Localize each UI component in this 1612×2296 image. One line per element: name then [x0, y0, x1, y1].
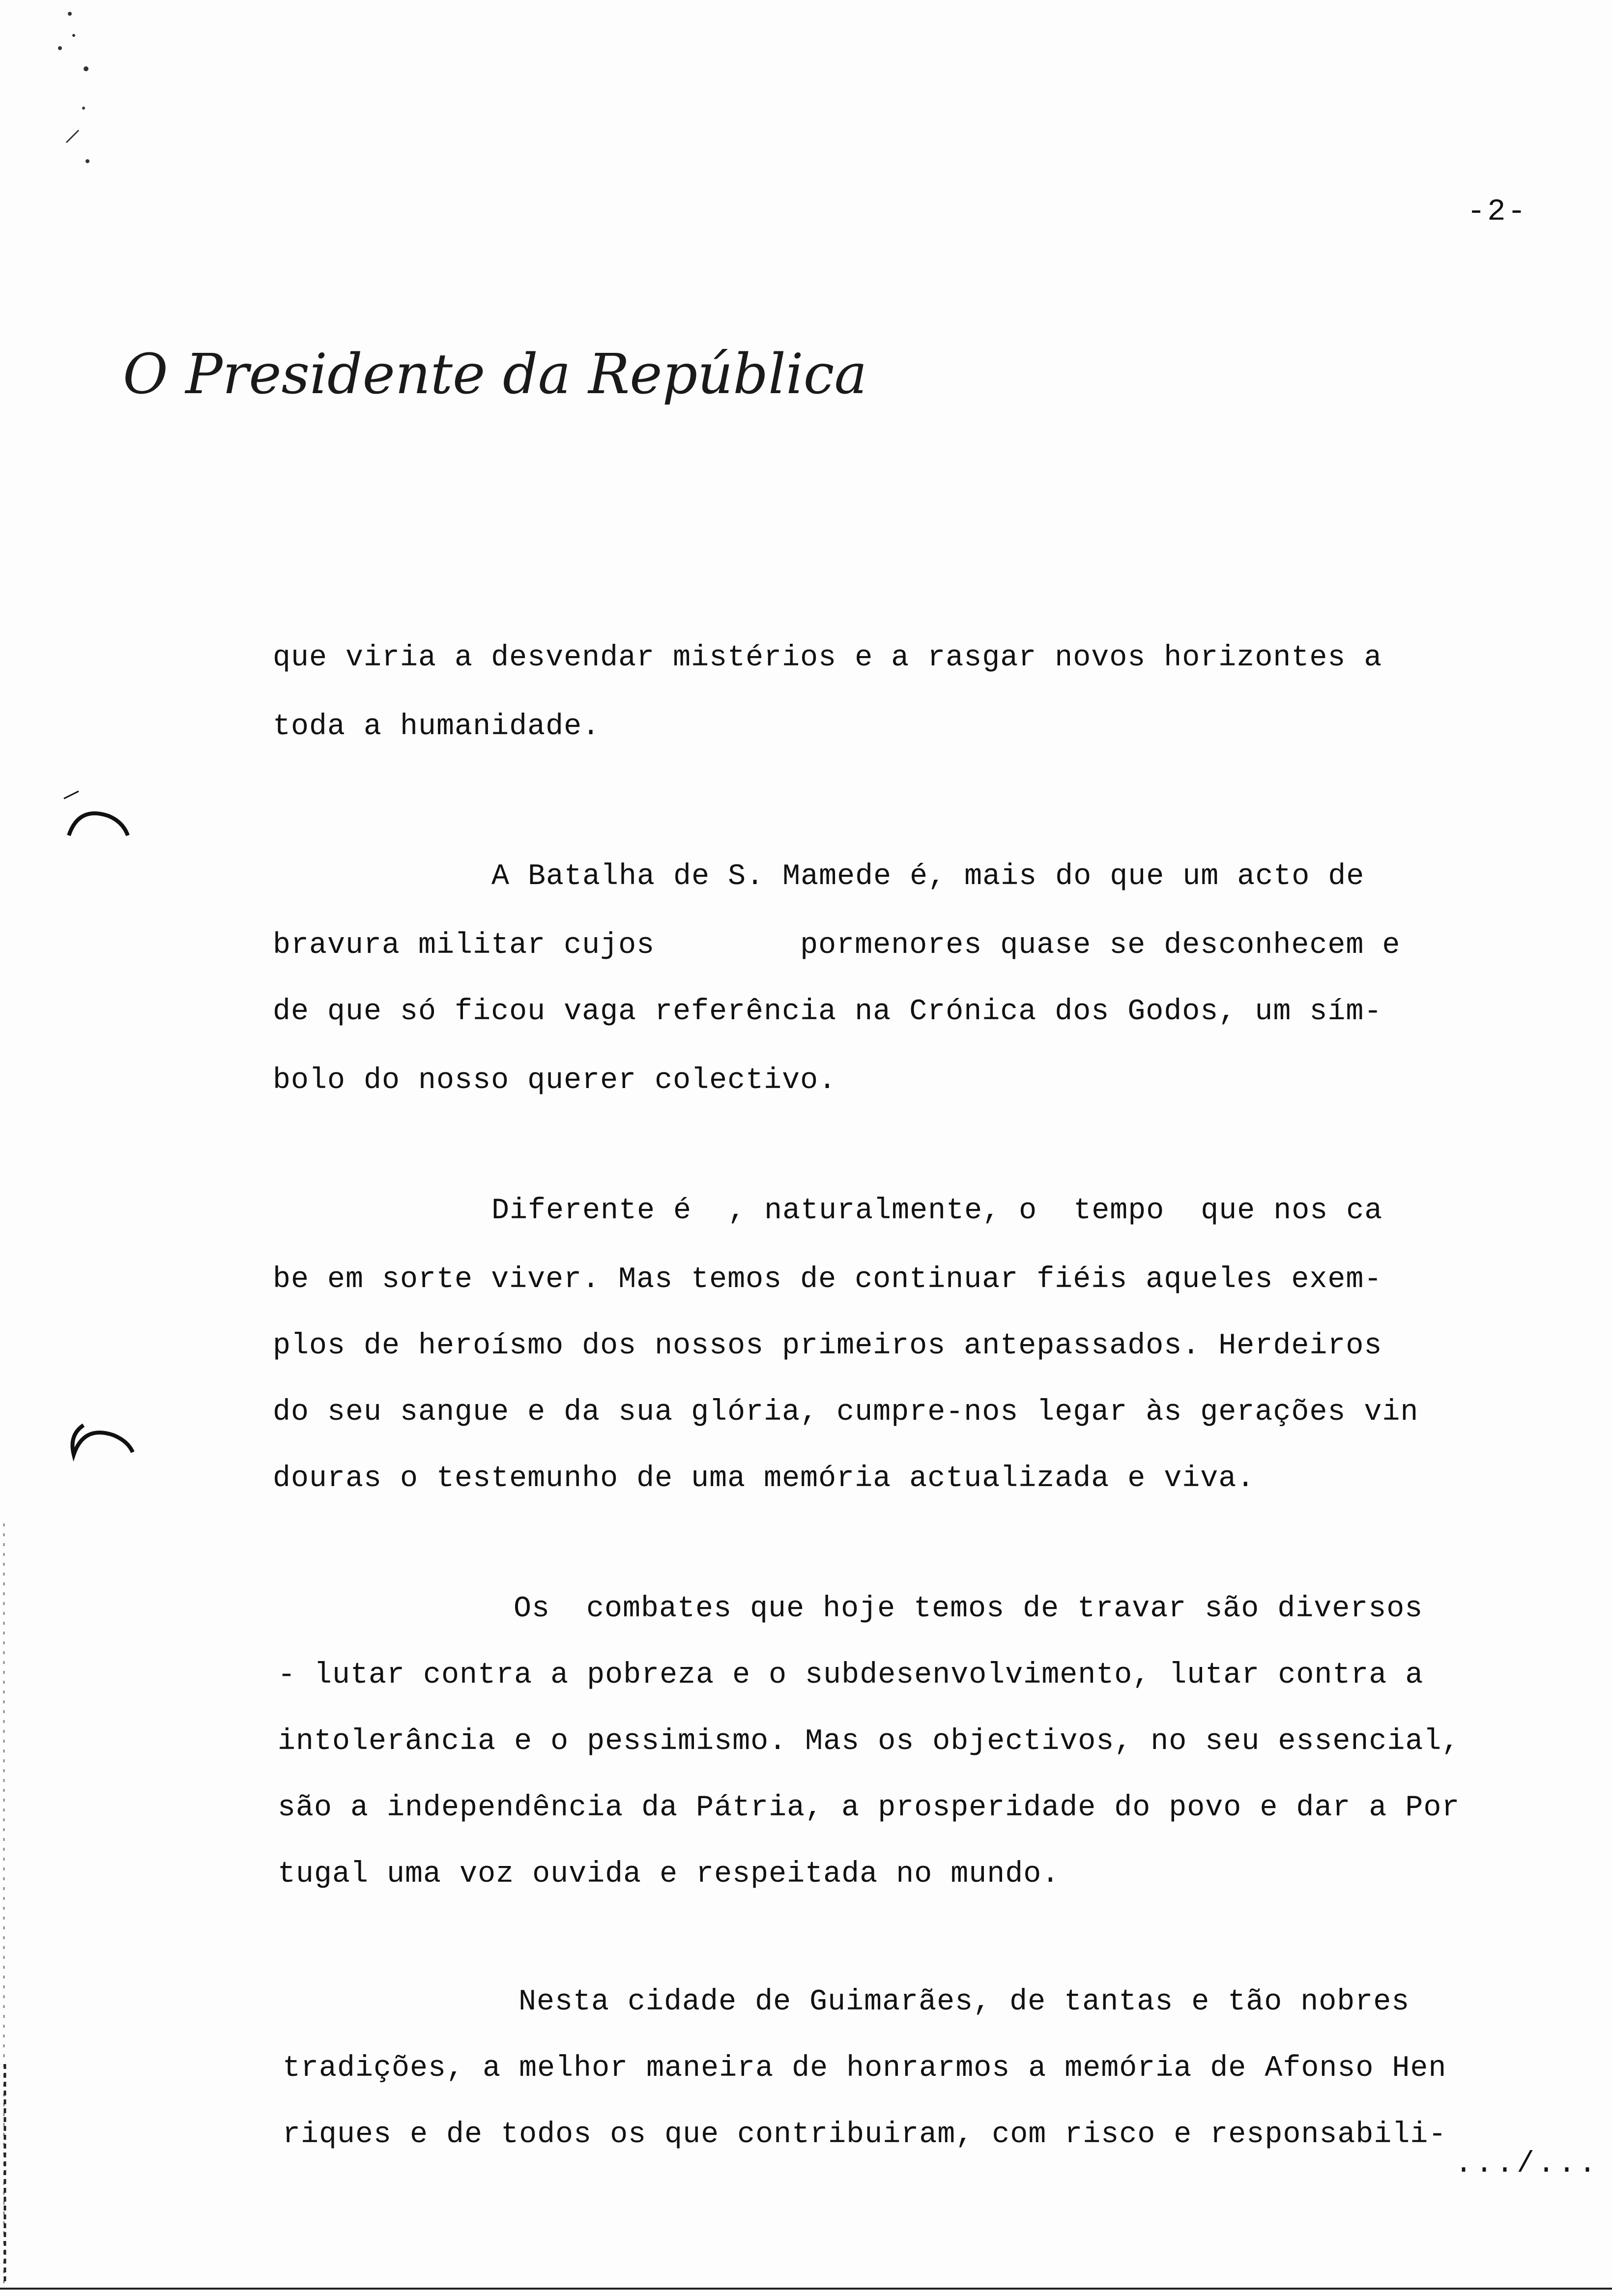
body-line: bravura militar cujos pormenores quase se desconhecem e	[273, 929, 1401, 962]
body-line: Nesta cidade de Guimarães, de tantas e tão nobres	[518, 1985, 1410, 2019]
punch-mark-1	[59, 786, 133, 845]
body-line: A Batalha de S. Mamede é, mais do que um acto de	[491, 860, 1365, 893]
body-line: toda a humanidade.	[273, 710, 601, 744]
body-line: tugal uma voz ouvida e respeitada no mundo.	[278, 1858, 1060, 1891]
body-line: be em sorte viver. Mas temos de continuar fiéis aqueles exem-	[273, 1263, 1382, 1296]
body-line: que viria a desvendar mistérios e a rasgar novos horizontes a	[273, 641, 1382, 675]
body-line: tradições, a melhor maneira de honrarmos a memória de Afonso Hen	[283, 2052, 1447, 2085]
binding-edge	[0, 1523, 10, 2295]
body-line: douras o testemunho de uma memória actualizada e viva.	[273, 1462, 1255, 1495]
body-line: de que só ficou vaga referência na Crónica dos Godos, um sím-	[273, 995, 1382, 1029]
body-line: riques e de todos os que contribuiram, com risco e responsabili-	[283, 2118, 1447, 2152]
body-line: plos de heroísmo dos nossos primeiros antepassados. Herdeiros	[273, 1329, 1382, 1363]
body-line: - lutar contra a pobreza e o subdesenvolvimento, lutar contra a	[278, 1659, 1424, 1692]
page-bottom-edge	[0, 2288, 1612, 2290]
body-line: Os combates que hoje temos de travar são diversos	[514, 1592, 1423, 1626]
page-number: -2-	[1467, 194, 1528, 229]
body-line: do seu sangue e da sua glória, cumpre-nos legar às gerações vin	[273, 1396, 1419, 1429]
continuation-marker: .../...	[1455, 2148, 1600, 2181]
body-line: bolo do nosso querer colectivo.	[273, 1064, 837, 1097]
body-line: são a independência da Pátria, a prosperidade do povo e dar a Por	[278, 1791, 1460, 1825]
punch-mark-2	[64, 1406, 138, 1464]
presidential-letterhead	[118, 339, 867, 423]
body-line: intolerância e o pessimismo. Mas os objectivos, no seu essencial,	[278, 1725, 1460, 1758]
letterhead-text: O Presidente da República	[123, 343, 867, 406]
scan-specks	[39, 5, 98, 167]
body-line: Diferente é , naturalmente, o tempo que nos ca	[491, 1194, 1383, 1228]
